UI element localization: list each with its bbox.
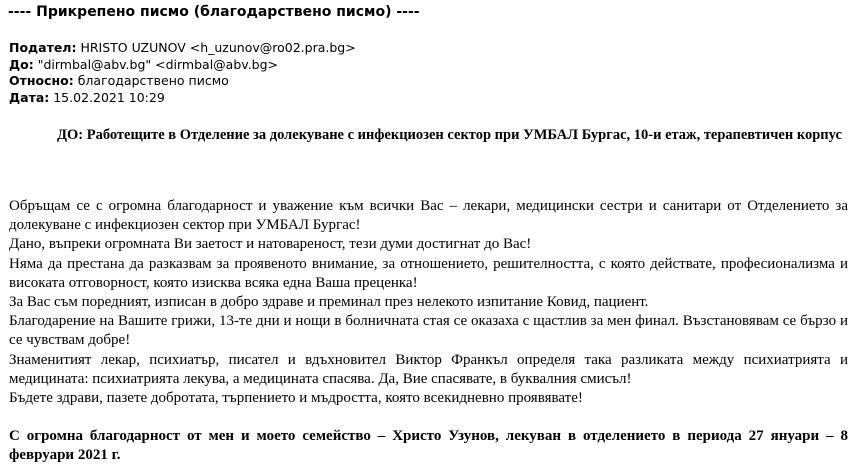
to-value[interactable]: "dirmbal@abv.bg" <dirmbal@abv.bg>	[37, 57, 279, 72]
letter-body	[9, 197, 848, 408]
letter-addressee: ДО: Работещите в Отделение за долекуване с инфекциозен сектор при УМБАЛ Бургас, 10-и етаж, терапевтичен корпус	[57, 127, 842, 143]
subject-label: Относно:	[9, 73, 74, 88]
letter-closing: С огромна благодарност от мен и моето семейство – Христо Узунов, лекуван в отделението в периода 27 януари – 8 февруари 2021 г.	[9, 428, 848, 463]
from-value[interactable]: HRISTO UZUNOV <h_uzunov@ro02.pra.bg>	[80, 40, 356, 55]
header-subject	[9, 73, 229, 88]
to-label: До:	[9, 57, 34, 72]
letter-paragraph: За Вас съм поредният, изписан в добро здраве и преминал през нелекото изпитание Ковид, пациент.	[9, 294, 649, 311]
letter-paragraph: Знаменитият лекар, психиатър, писател и вдъхновител Виктор Франкъл определя така разликата между психиатрията и медицината: психиатрията лекува, а медицината спасява. Да, Вие спасявате, в буквалния смисъл!	[9, 351, 848, 387]
subject-value: благодарствено писмо	[77, 73, 229, 88]
letter-paragraph: Дано, въпреки огромната Ви заетост и натовареност, тези думи достигнат до Вас!	[9, 236, 532, 253]
date-label: Дата:	[9, 90, 50, 105]
header-date	[9, 90, 165, 105]
header-from	[9, 40, 356, 55]
header-to	[9, 57, 278, 72]
letter-paragraph: Няма да престана да разказвам за проявеното внимание, за отношението, решителността, с която действате, професионализма и високата отговорност, която изисква всяка една Ваша преценка!	[9, 255, 848, 291]
from-label: Подател:	[9, 40, 77, 55]
letter-paragraph: Обръщам се с огромна благодарност и уважение към всички Вас – лекари, медицински сестри и санитари от Отделението за долекуване с инфекциозен сектор при УМБАЛ Бургас!	[9, 198, 848, 234]
attachment-title: ---- Прикрепено писмо (благодарствено писмо) ----	[8, 4, 420, 20]
letter-paragraph: Бъдете здрави, пазете добротата, търпението и мъдростта, която всекидневно проявявате!	[9, 390, 583, 407]
letter-paragraph: Благодарение на Вашите грижи, 13-те дни и нощи в болничната стая се оказаха с щастлив за мен финал. Възстановявам се бързо и се чувствам добре!	[9, 313, 848, 349]
date-value: 15.02.2021 10:29	[53, 90, 165, 105]
